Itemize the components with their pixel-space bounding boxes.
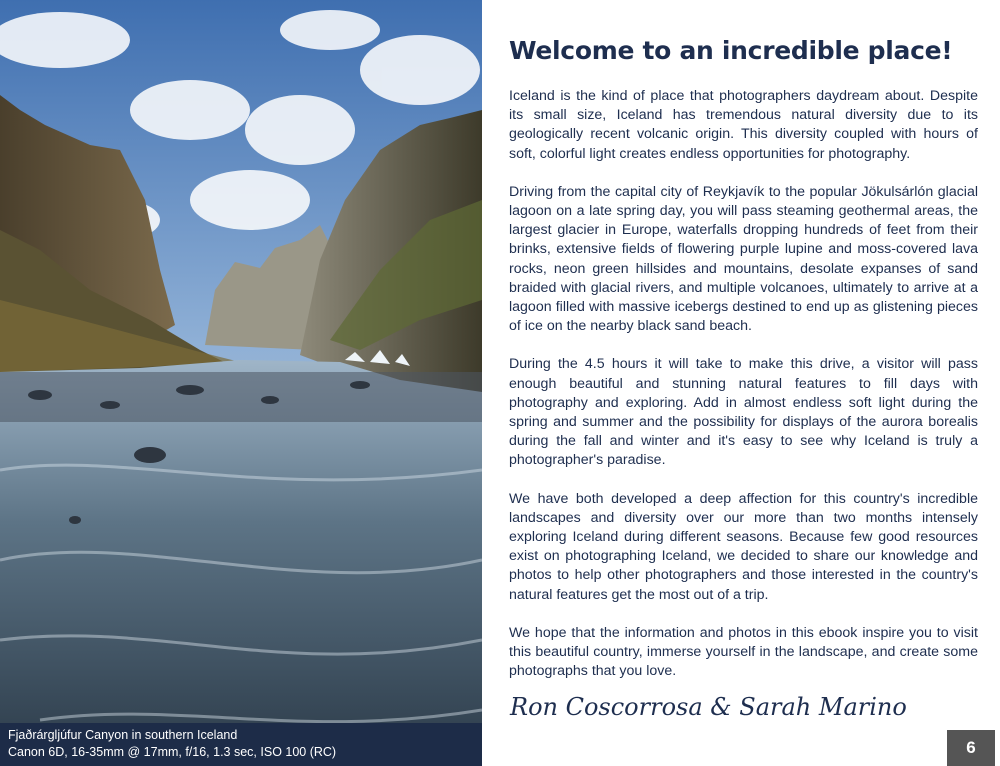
author-signature: Ron Coscorrosa & Sarah Marino [510, 693, 907, 721]
paragraph-intro: Iceland is the kind of place that photographers daydream about. Despite its small size, Iceland has tremendous natural diversity due to its geologically recent volcanic origin. This diversity coupled with hours of soft, colorful light creates endless opportunities for photography. [509, 88, 978, 162]
paragraph-affection: We have both developed a deep affection for this country's incredible landscapes and diversity over our more than two months intensely exploring Iceland during different seasons. Because few good resources exist on photographing Iceland, we decided to share our knowledge and photos to help other photographers and those interested in the country's natural features get the most out of a trip. [509, 490, 978, 603]
paragraph-features: During the 4.5 hours it will take to make this drive, a visitor will pass enough beautiful and stunning natural features to fill days with photography and exploring. Add in almost endless soft light during the spring and summer and the possibility for displays of the aurora borealis during the fall and winter and it's easy to see why Iceland is truly a photographer's paradise. [509, 356, 978, 469]
page-number-badge: 6 [947, 730, 995, 766]
photo-caption [0, 723, 482, 766]
page-title: Welcome to an incredible place! [509, 36, 953, 65]
canyon-photo [0, 0, 482, 766]
paragraph-hope: We hope that the information and photos in this ebook inspire you to visit this beautiful country, immerse yourself in the landscape, and create some photographs that you love. [509, 624, 978, 680]
caption-location: Fjaðrárgljúfur Canyon in southern Iceland [8, 728, 238, 742]
caption-camera-settings: Canon 6D, 16-35mm @ 17mm, f/16, 1.3 sec, ISO 100 (RC) [8, 745, 337, 759]
paragraph-drive: Driving from the capital city of Reykjavík to the popular Jökulsárlón glacial lagoon on a late spring day, you will pass steaming geothermal areas, the largest glacier in Europe, waterfalls dropping hundreds of feet from their brinks, extensive fields of flowering purple lupine and moss-covered lava rocks, neon green hillsides and mountains, desolate expanses of sand braided with glacial rivers, and multiple volcanoes, ultimately to arrive at a lagoon filled with massive icebergs destined to end up as glistening pieces of ice on the nearby black sand beach. [509, 183, 978, 335]
article-body [509, 36, 978, 700]
